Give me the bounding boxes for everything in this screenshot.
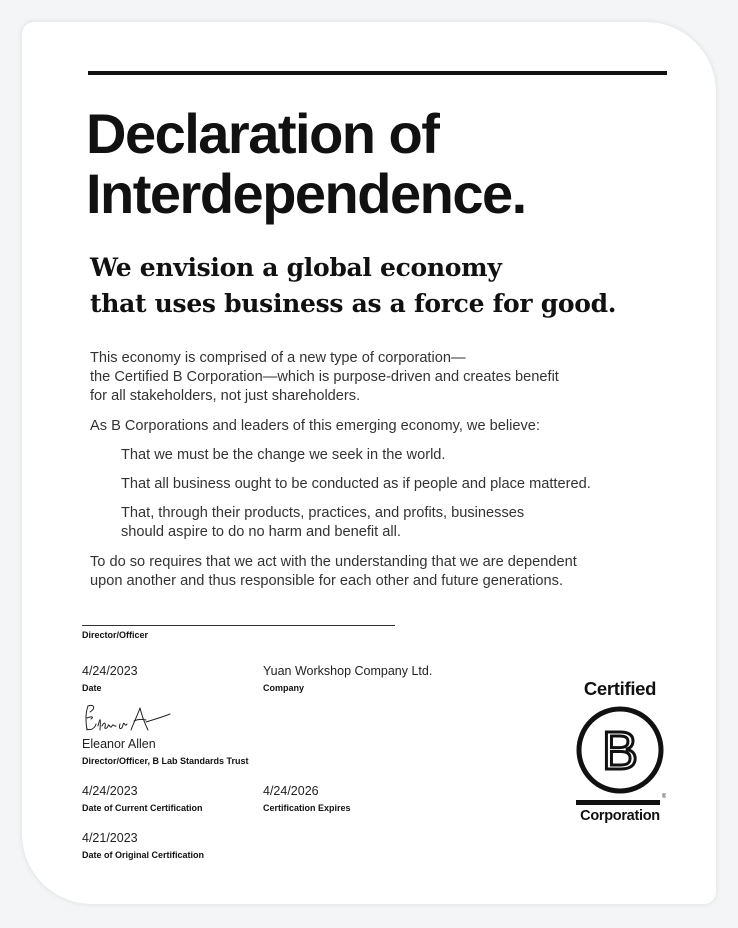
signer-name: Eleanor Allen	[82, 737, 156, 751]
date-value: 4/24/2023	[82, 664, 138, 678]
certified-b-corporation-logo	[574, 678, 666, 828]
title-line-1: Declaration of	[86, 102, 439, 165]
company-value: Yuan Workshop Company Ltd.	[263, 664, 433, 678]
intro-line-3: for all stakeholders, not just shareholders.	[90, 388, 361, 404]
logo-corporation-text: Corporation	[580, 808, 660, 824]
belief-1: That we must be the change we seek in the world.	[121, 447, 446, 463]
intro-line-1: This economy is comprised of a new type of corporation—	[90, 350, 466, 366]
title-line-2: Interdependence.	[86, 162, 526, 225]
current-cert-label: Date of Current Certification	[82, 803, 203, 813]
expires-label: Certification Expires	[263, 803, 351, 813]
page-title	[86, 104, 526, 224]
intro-line-2: the Certified B Corporation—which is purpose-driven and creates benefit	[90, 369, 559, 385]
director-label: Director/Officer	[82, 630, 149, 640]
date-label: Date	[82, 683, 102, 693]
b-corp-mark-icon	[574, 704, 666, 808]
top-rule	[88, 71, 667, 75]
believe-line: As B Corporations and leaders of this emerging economy, we believe:	[90, 418, 540, 434]
belief-2: That all business ought to be conducted as if people and place mattered.	[121, 476, 591, 492]
logo-letter: B	[601, 721, 639, 781]
signer-title: Director/Officer, B Lab Standards Trust	[82, 756, 249, 766]
expires-value: 4/24/2026	[263, 784, 319, 798]
closing-line-2: upon another and thus responsible for each other and future generations.	[90, 573, 564, 589]
handwritten-signature	[82, 700, 178, 734]
company-label: Company	[263, 683, 305, 693]
subtitle-line-2: that uses business as a force for good.	[90, 289, 617, 318]
belief-3b: should aspire to do no harm and benefit all.	[121, 524, 401, 540]
signature-line	[82, 625, 395, 626]
subtitle	[90, 250, 616, 322]
original-cert-label: Date of Original Certification	[82, 850, 205, 860]
original-cert-value: 4/21/2023	[82, 831, 138, 845]
logo-certified-text: Certified	[583, 678, 657, 699]
subtitle-line-1: We envision a global economy	[90, 253, 502, 282]
logo-bar	[576, 800, 660, 805]
current-cert-value: 4/24/2023	[82, 784, 138, 798]
closing-line-1: To do so requires that we act with the understanding that we are dependent	[90, 554, 577, 570]
registered-mark: ®	[662, 794, 666, 800]
belief-3a: That, through their products, practices, and profits, businesses	[121, 505, 525, 521]
